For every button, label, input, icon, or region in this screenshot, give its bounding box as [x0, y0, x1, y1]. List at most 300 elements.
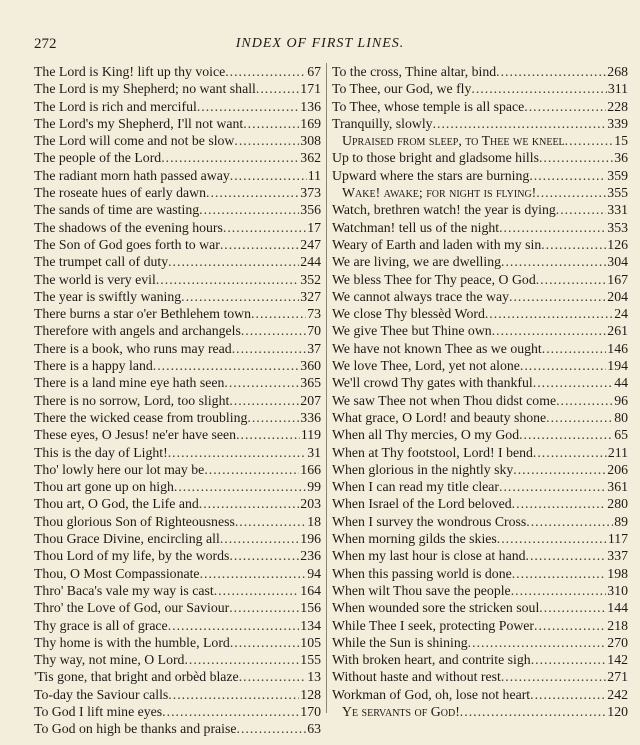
- dot-leader: [234, 132, 299, 149]
- index-entry: [34, 720, 321, 737]
- dot-leader: [251, 305, 306, 322]
- index-entry: [34, 409, 321, 426]
- first-line-text: The Lord's my Shepherd, I'll not want: [34, 115, 244, 131]
- first-line-text: When I survey the wondrous Cross: [332, 513, 527, 529]
- dot-leader: [524, 98, 606, 115]
- index-entry: [332, 703, 628, 720]
- index-entry: [34, 582, 321, 599]
- index-entry: [332, 132, 628, 149]
- first-line-text: Upraised from sleep, to Thee we kneel: [342, 133, 565, 149]
- dot-leader: [200, 565, 307, 582]
- page-reference: 268: [607, 64, 628, 79]
- page-reference: 164: [300, 582, 321, 598]
- first-line-text: Tho' lowly here our lot may be: [34, 461, 205, 477]
- page-reference: 70: [307, 323, 321, 339]
- page-reference: 331: [607, 202, 628, 218]
- dot-leader: [181, 288, 299, 305]
- index-entry: [34, 461, 321, 478]
- first-line-text: Workman of God, oh, lose not heart: [332, 686, 531, 702]
- page-reference: 171: [300, 81, 321, 97]
- first-line-text: Upward where the stars are burning: [332, 167, 530, 183]
- dot-leader: [184, 651, 299, 668]
- first-line-text: When my last hour is close at hand: [332, 548, 526, 564]
- first-line-text: There is a land mine eye hath seen: [34, 375, 225, 391]
- page-reference: 126: [607, 236, 628, 252]
- page-reference: 198: [607, 565, 628, 581]
- first-line-text: We cannot always trace the way: [332, 288, 510, 304]
- first-line-text: Thou, O Most Compassionate: [34, 565, 200, 581]
- index-entry: [332, 253, 628, 270]
- index-entry: [34, 444, 321, 461]
- first-line-text: Tranquilly, slowly: [332, 115, 433, 131]
- index-entry: [34, 426, 321, 443]
- index-entry: [332, 322, 628, 339]
- dot-leader: [197, 98, 299, 115]
- index-entry: [34, 149, 321, 166]
- first-line-text: To the cross, Thine altar, bind: [332, 64, 497, 79]
- first-line-text: To God I lift mine eyes: [34, 703, 163, 719]
- index-entry: [332, 426, 628, 443]
- first-line-text: Up to those bright and gladsome hills: [332, 150, 539, 166]
- index-entry: [34, 668, 321, 685]
- page-reference: 136: [300, 98, 321, 114]
- page-reference: 128: [300, 686, 321, 702]
- page-reference: 356: [300, 202, 321, 218]
- page-reference: 142: [607, 652, 628, 668]
- first-line-text: Thy way, not mine, O Lord: [34, 652, 185, 668]
- page-reference: 236: [300, 548, 321, 564]
- first-line-text: The Lord is rich and merciful: [34, 98, 197, 114]
- dot-leader: [533, 444, 607, 461]
- dot-leader: [236, 426, 300, 443]
- dot-leader: [468, 634, 607, 651]
- first-line-text: We give Thee but Thine own: [332, 323, 492, 339]
- first-line-text: 'Tis gone, that bright and orbèd blaze: [34, 669, 239, 685]
- page-reference: 327: [300, 288, 321, 304]
- first-line-text: There is a happy land: [34, 358, 153, 374]
- first-line-text: The Son of God goes forth to war: [34, 236, 220, 252]
- dot-leader: [513, 461, 606, 478]
- dot-leader: [530, 686, 606, 703]
- index-entry: [332, 184, 628, 201]
- index-entry: [34, 132, 321, 149]
- index-entry: [332, 495, 628, 512]
- first-line-text: Thro' the Love of God, our Saviour: [34, 600, 230, 616]
- index-entry: [332, 374, 628, 391]
- page-reference: 117: [607, 531, 628, 547]
- dot-leader: [223, 219, 306, 236]
- index-entry: [332, 599, 628, 616]
- index-entry: [34, 513, 321, 530]
- dot-leader: [520, 357, 606, 374]
- index-entry: [332, 547, 628, 564]
- page-reference: 362: [300, 150, 321, 166]
- first-line-text: Thou glorious Son of Righteousness: [34, 513, 235, 529]
- dot-leader: [168, 686, 299, 703]
- index-entry: [332, 115, 628, 132]
- dot-leader: [499, 478, 606, 495]
- page-reference: 196: [300, 531, 321, 547]
- page-reference: 15: [614, 133, 628, 149]
- index-entry: [332, 565, 628, 582]
- index-entry: [34, 374, 321, 391]
- dot-leader: [542, 340, 607, 357]
- right-column: [332, 63, 628, 720]
- index-entry: [332, 461, 628, 478]
- page-reference: 280: [607, 496, 628, 512]
- page-reference: 99: [307, 479, 321, 495]
- index-entry: [34, 686, 321, 703]
- index-entry: [34, 703, 321, 720]
- page-reference: 119: [300, 427, 321, 443]
- dot-leader: [539, 599, 606, 616]
- dot-leader: [174, 478, 306, 495]
- first-line-text: There is a book, who runs may read: [34, 340, 232, 356]
- running-title: INDEX OF FIRST LINES.: [235, 36, 405, 51]
- index-entry: [332, 288, 628, 305]
- first-line-text: Watch, brethren watch! the year is dying: [332, 202, 556, 218]
- dot-leader: [536, 184, 606, 201]
- page-reference: 218: [607, 617, 628, 633]
- dot-leader: [237, 720, 307, 737]
- page-reference: 244: [300, 254, 321, 270]
- page-reference: 361: [607, 479, 628, 495]
- first-line-text: Watchman! tell us of the night: [332, 219, 500, 235]
- page-reference: 80: [614, 409, 628, 425]
- dot-leader: [534, 617, 606, 634]
- first-line-text: There the wicked cease from troubling: [34, 409, 248, 425]
- index-entry: [34, 651, 321, 668]
- dot-leader: [531, 651, 607, 668]
- first-line-text: Thou art, O God, the Life and: [34, 496, 199, 512]
- index-entry: [34, 305, 321, 322]
- dot-leader: [485, 305, 613, 322]
- dot-leader: [247, 409, 299, 426]
- index-entry: [332, 634, 628, 651]
- page-reference: 271: [607, 669, 628, 685]
- dot-leader: [541, 236, 606, 253]
- page-reference: 336: [300, 409, 321, 425]
- page-reference: 204: [607, 288, 628, 304]
- page-reference: 94: [307, 565, 321, 581]
- first-line-text: Thou Lord of my life, by the words: [34, 548, 230, 564]
- first-line-text: The shadows of the evening hours: [34, 219, 223, 235]
- index-entry: [34, 80, 321, 97]
- first-line-text: The Lord is King! lift up thy voice: [34, 64, 226, 79]
- index-entry: [34, 322, 321, 339]
- dot-leader: [161, 149, 299, 166]
- index-entry: [332, 617, 628, 634]
- index-entry: [332, 167, 628, 184]
- first-line-text: To God on high be thanks and praise: [34, 721, 237, 737]
- page-reference: 96: [614, 392, 628, 408]
- first-line-text: While Thee I seek, protecting Power: [332, 617, 535, 633]
- page-reference: 365: [300, 375, 321, 391]
- first-line-text: When morning gilds the skies: [332, 531, 497, 547]
- page-reference: 352: [300, 271, 321, 287]
- page-reference: 36: [614, 150, 628, 166]
- dot-leader: [168, 444, 306, 461]
- dot-leader: [509, 288, 606, 305]
- dot-leader: [496, 63, 606, 80]
- first-line-text: The Lord will come and not be slow: [34, 133, 235, 149]
- page-reference: 24: [614, 306, 628, 322]
- index-entry: [332, 651, 628, 668]
- dot-leader: [206, 184, 299, 201]
- first-line-text: With broken heart, and contrite sigh: [332, 652, 531, 668]
- first-line-text: Ye servants of God!: [342, 703, 460, 719]
- page-reference: 167: [607, 271, 628, 287]
- dot-leader: [519, 426, 613, 443]
- page-reference: 170: [300, 703, 321, 719]
- page-number: 272: [34, 36, 57, 52]
- dot-leader: [526, 547, 607, 564]
- dot-leader: [229, 547, 299, 564]
- index-entry: [332, 80, 628, 97]
- index-entry: [34, 599, 321, 616]
- page-reference: 166: [300, 461, 321, 477]
- dot-leader: [232, 340, 307, 357]
- first-line-text: When wounded sore the stricken soul: [332, 600, 540, 616]
- page-reference: 169: [300, 115, 321, 131]
- dot-leader: [239, 668, 307, 685]
- dot-leader: [220, 530, 299, 547]
- index-entry: [332, 63, 628, 80]
- dot-leader: [168, 253, 299, 270]
- index-entry: [34, 530, 321, 547]
- page-reference: 65: [614, 427, 628, 443]
- page-reference: 194: [607, 358, 628, 374]
- first-line-text: The radiant morn hath passed away: [34, 167, 230, 183]
- index-entry: [34, 340, 321, 357]
- index-entry: [332, 582, 628, 599]
- dot-leader: [565, 132, 614, 149]
- index-entry: [34, 288, 321, 305]
- first-line-text: What grace, O Lord! and beauty shone: [332, 409, 547, 425]
- index-entry: [34, 547, 321, 564]
- index-entry: [34, 495, 321, 512]
- first-line-text: The sands of time are wasting: [34, 202, 200, 218]
- page-reference: 203: [300, 496, 321, 512]
- index-entry: [332, 98, 628, 115]
- dot-leader: [511, 582, 607, 599]
- page-reference: 13: [307, 669, 321, 685]
- dot-leader: [156, 271, 299, 288]
- index-entry: [332, 686, 628, 703]
- first-line-text: When I can read my title clear: [332, 479, 500, 495]
- dot-leader: [224, 374, 299, 391]
- first-line-text: The year is swiftly waning: [34, 288, 182, 304]
- dot-leader: [243, 115, 299, 132]
- page-reference: 11: [307, 167, 321, 183]
- page-reference: 310: [607, 582, 628, 598]
- page-reference: 37: [307, 340, 321, 356]
- index-entry: [332, 668, 628, 685]
- index-entry: [332, 513, 628, 530]
- dot-leader: [241, 322, 306, 339]
- first-line-text: When at Thy footstool, Lord! I bend: [332, 444, 533, 460]
- dot-leader: [471, 80, 606, 97]
- page-reference: 353: [607, 219, 628, 235]
- first-line-text: Therefore with angels and archangels: [34, 323, 241, 339]
- dot-leader: [512, 565, 607, 582]
- index-entry: [332, 340, 628, 357]
- dot-leader: [168, 617, 300, 634]
- first-line-text: While the Sun is shining: [332, 634, 468, 650]
- first-line-text: We'll crowd Thy gates with thankful: [332, 375, 533, 391]
- dot-leader: [229, 392, 299, 409]
- page-reference: 67: [307, 64, 321, 79]
- dot-leader: [526, 513, 613, 530]
- first-line-text: When wilt Thou save the people: [332, 582, 511, 598]
- first-line-text: Without haste and without rest: [332, 669, 501, 685]
- dot-leader: [492, 322, 607, 339]
- index-entry: [332, 409, 628, 426]
- dot-leader: [501, 253, 606, 270]
- page-reference: 242: [607, 686, 628, 702]
- first-line-text: Weary of Earth and laden with my sin: [332, 236, 542, 252]
- dot-leader: [433, 115, 607, 132]
- index-entry: [332, 305, 628, 322]
- page-reference: 211: [607, 444, 628, 460]
- dot-leader: [220, 236, 299, 253]
- page-reference: 311: [607, 81, 628, 97]
- index-columns: [34, 63, 628, 737]
- page-reference: 156: [300, 600, 321, 616]
- page-reference: 120: [607, 703, 628, 719]
- first-line-text: We love Thee, Lord, yet not alone: [332, 358, 520, 374]
- page-reference: 17: [307, 219, 321, 235]
- index-entry: [34, 98, 321, 115]
- index-entry: [34, 271, 321, 288]
- dot-leader: [230, 634, 299, 651]
- dot-leader: [546, 409, 613, 426]
- page-reference: 63: [307, 721, 321, 737]
- dot-leader: [499, 219, 606, 236]
- index-entry: [332, 530, 628, 547]
- dot-leader: [229, 599, 299, 616]
- page-reference: 73: [307, 306, 321, 322]
- page-reference: 373: [300, 185, 321, 201]
- first-line-text: When glorious in the nightly sky: [332, 461, 514, 477]
- first-line-text: When all Thy mercies, O my God: [332, 427, 520, 443]
- first-line-text: There burns a star o'er Bethlehem town: [34, 306, 252, 322]
- dot-leader: [204, 461, 299, 478]
- index-entry: [332, 478, 628, 495]
- dot-leader: [539, 149, 613, 166]
- first-line-text: These eyes, O Jesus! ne'er have seen: [34, 427, 237, 443]
- index-entry: [34, 219, 321, 236]
- dot-leader: [501, 668, 606, 685]
- dot-leader: [214, 582, 300, 599]
- dot-leader: [460, 703, 607, 720]
- index-entry: [34, 617, 321, 634]
- index-entry: [332, 219, 628, 236]
- first-line-text: To Thee, whose temple is all space: [332, 98, 525, 114]
- index-entry: [332, 271, 628, 288]
- dot-leader: [256, 80, 299, 97]
- first-line-text: The roseate hues of early dawn: [34, 185, 207, 201]
- page-reference: 360: [300, 358, 321, 374]
- dot-leader: [225, 63, 306, 80]
- first-line-text: We bless Thee for Thy peace, O God: [332, 271, 536, 287]
- first-line-text: We saw Thee not when Thou didst come: [332, 392, 557, 408]
- dot-leader: [529, 167, 606, 184]
- page-header: [34, 36, 606, 56]
- dot-leader: [153, 357, 300, 374]
- page-reference: 44: [614, 375, 628, 391]
- dot-leader: [162, 703, 299, 720]
- index-entry: [34, 236, 321, 253]
- dot-leader: [497, 530, 607, 547]
- index-entry: [332, 444, 628, 461]
- first-line-text: Thro' Baca's vale my way is cast: [34, 582, 214, 598]
- index-entry: [34, 565, 321, 582]
- page-reference: 18: [307, 513, 321, 529]
- dot-leader: [230, 167, 307, 184]
- index-entry: [332, 236, 628, 253]
- page-reference: 270: [607, 634, 628, 650]
- first-line-text: There is no sorrow, Lord, too slight: [34, 392, 230, 408]
- page-reference: 134: [300, 617, 321, 633]
- first-line-text: The Lord is my Shepherd; no want shall: [34, 81, 256, 97]
- page-reference: 144: [607, 600, 628, 616]
- index-entry: [332, 357, 628, 374]
- page-reference: 261: [607, 323, 628, 339]
- page-reference: 337: [607, 548, 628, 564]
- index-entry: [34, 63, 321, 80]
- index-entry: [34, 184, 321, 201]
- first-line-text: The trumpet call of duty: [34, 254, 169, 270]
- dot-leader: [556, 201, 607, 218]
- first-line-text: Thou Grace Divine, encircling all: [34, 531, 220, 547]
- page-reference: 304: [607, 254, 628, 270]
- column-divider: [326, 63, 327, 713]
- page-reference: 206: [607, 461, 628, 477]
- first-line-text: We close Thy blessèd Word: [332, 306, 485, 322]
- first-line-text: We have not known Thee as we ought: [332, 340, 542, 356]
- page-reference: 339: [607, 115, 628, 131]
- page-reference: 228: [607, 98, 628, 114]
- first-line-text: Thy home is with the humble, Lord: [34, 634, 230, 650]
- page-reference: 31: [307, 444, 321, 460]
- first-line-text: Wake! awake; for night is flying!: [342, 185, 537, 201]
- dot-leader: [556, 392, 613, 409]
- index-entry: [332, 149, 628, 166]
- dot-leader: [512, 495, 607, 512]
- index-entry: [332, 201, 628, 218]
- index-entry: [34, 478, 321, 495]
- page-reference: 146: [607, 340, 628, 356]
- page-reference: 247: [300, 236, 321, 252]
- index-entry: [34, 253, 321, 270]
- dot-leader: [199, 495, 300, 512]
- first-line-text: To Thee, our God, we fly: [332, 81, 472, 97]
- index-entry: [34, 201, 321, 218]
- first-line-text: The world is very evil: [34, 271, 156, 287]
- page-reference: 155: [300, 652, 321, 668]
- page-reference: 308: [300, 133, 321, 149]
- page-reference: 359: [607, 167, 628, 183]
- first-line-text: When this passing world is done: [332, 565, 512, 581]
- dot-leader: [235, 513, 306, 530]
- page-reference: 89: [614, 513, 628, 529]
- dot-leader: [533, 374, 613, 391]
- index-entry: [34, 167, 321, 184]
- page-reference: 105: [300, 634, 321, 650]
- index-entry: [34, 634, 321, 651]
- left-column: [34, 63, 321, 738]
